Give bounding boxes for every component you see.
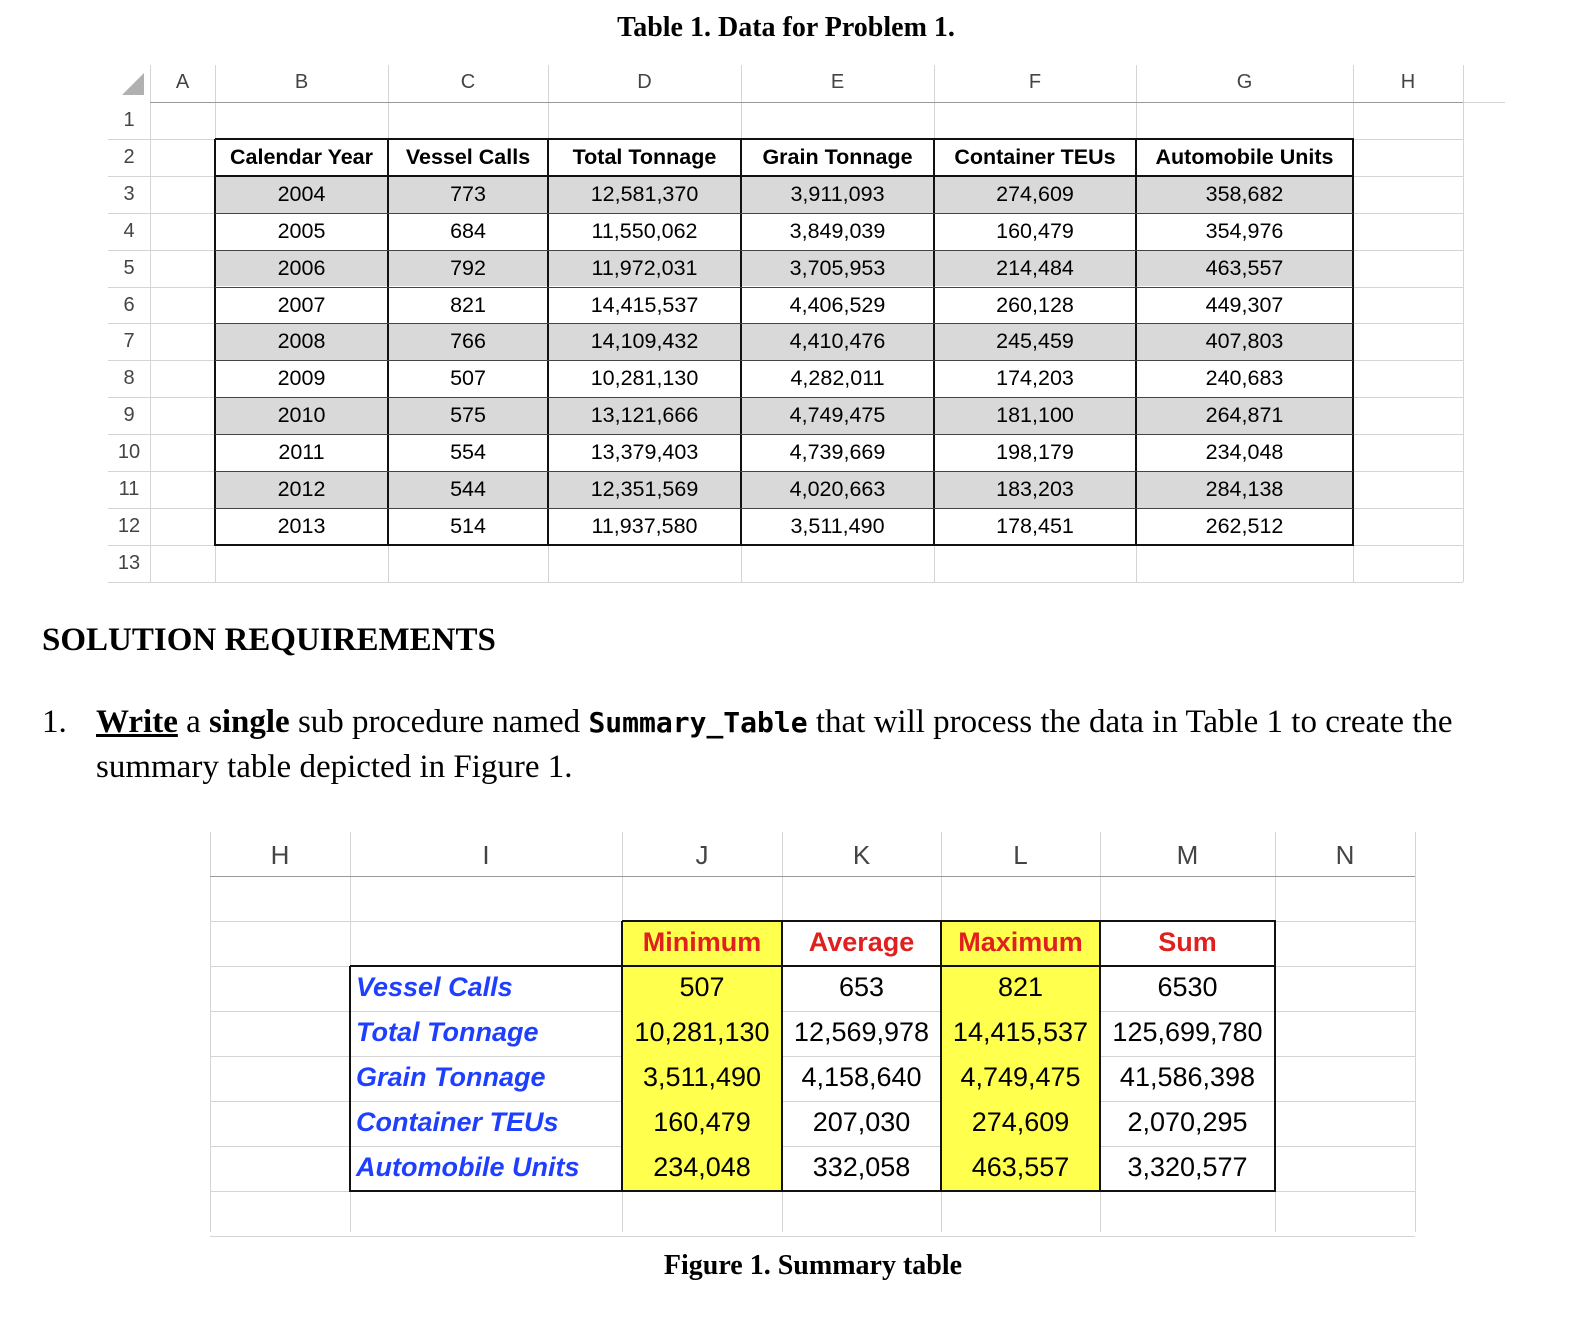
column-header-i: I [482, 840, 490, 870]
table-border [933, 139, 935, 546]
summary-row-label: Vessel Calls [356, 972, 513, 1002]
procedure-name: Summary_Table [588, 706, 808, 739]
column-header-h: H [1400, 71, 1416, 93]
grid-line [108, 582, 1463, 583]
column-header-k: K [852, 840, 871, 870]
table-cell: 4,406,529 [789, 292, 886, 317]
table-header-cell: Container TEUs [954, 144, 1116, 169]
summary-value-cell: 234,048 [653, 1152, 751, 1182]
table-border [621, 921, 623, 1192]
summary-value-cell: 821 [997, 972, 1044, 1002]
solution-requirements-heading: SOLUTION REQUIREMENTS [42, 622, 496, 658]
table-cell: 2004 [277, 181, 326, 206]
grid-line [210, 1236, 1415, 1237]
requirement-text [96, 700, 1546, 789]
table-border [1274, 921, 1276, 1192]
table-cell: 3,911,093 [790, 181, 885, 206]
table-header-cell: Total Tonnage [572, 144, 717, 169]
requirement-write-word: Write [96, 704, 178, 740]
table-cell: 463,557 [1205, 255, 1284, 280]
table-cell: 3,849,039 [789, 218, 886, 243]
table-cell: 4,020,663 [789, 477, 886, 501]
table-cell: 13,379,403 [590, 440, 699, 465]
table-border [350, 1190, 1276, 1192]
column-header-c: C [460, 71, 476, 93]
table-border [215, 397, 1353, 398]
table-border [1352, 139, 1354, 546]
table-cell: 181,100 [996, 403, 1074, 428]
table-header-cell: Grain Tonnage [762, 144, 913, 169]
table-cell: 14,109,432 [590, 329, 699, 354]
column-header-b: B [294, 71, 309, 93]
table-cell: 234,048 [1205, 440, 1284, 465]
table-cell: 354,976 [1205, 218, 1284, 243]
requirement-text-mid: sub procedure named [289, 704, 589, 740]
table-cell: 4,410,476 [789, 329, 886, 354]
stat-header-sum: Sum [1158, 927, 1217, 957]
table-cell: 198,179 [996, 440, 1074, 465]
table-cell: 2009 [277, 366, 326, 391]
row-header-9: 9 [123, 404, 135, 427]
requirement-text-a: a [177, 704, 210, 740]
summary-value-cell: 3,320,577 [1127, 1152, 1248, 1182]
table-border [215, 544, 1354, 546]
table-border [387, 139, 389, 546]
requirement-number: 1. [42, 704, 67, 740]
table-cell: 262,512 [1205, 513, 1284, 538]
table-cell: 260,128 [996, 292, 1074, 317]
summary-value-cell: 507 [679, 972, 725, 1002]
table-cell: 2006 [277, 255, 326, 280]
stat-header-minimum: Minimum [642, 927, 762, 957]
table-1-title: Table 1. Data for Problem 1. [617, 12, 955, 43]
column-header-a: A [175, 71, 190, 93]
table-cell: 10,281,130 [590, 366, 699, 391]
table-cell: 160,479 [996, 218, 1074, 243]
table-cell: 13,121,666 [590, 403, 699, 428]
summary-value-cell: 160,479 [653, 1107, 751, 1137]
grid-line [210, 832, 211, 1232]
summary-value-cell: 12,569,978 [793, 1017, 930, 1047]
table-cell: 2011 [278, 440, 325, 465]
table-cell: 575 [450, 403, 486, 428]
summary-value-cell: 41,586,398 [1119, 1062, 1256, 1092]
table-cell: 240,683 [1205, 366, 1284, 391]
figure-1-caption: Figure 1. Summary table [663, 1250, 963, 1281]
table-cell: 2010 [277, 403, 326, 428]
table-cell: 514 [450, 513, 486, 538]
table-cell: 407,803 [1205, 329, 1284, 354]
column-header-m: M [1176, 840, 1199, 870]
select-all-corner-icon[interactable] [108, 65, 148, 101]
summary-value-cell: 14,415,537 [952, 1017, 1089, 1047]
summary-value-cell: 653 [838, 972, 885, 1002]
table-cell: 11,972,031 [591, 255, 698, 280]
table-cell: 2008 [277, 329, 326, 354]
table-cell: 11,937,580 [591, 513, 698, 538]
table-border [349, 966, 351, 1192]
column-header-j: J [695, 840, 709, 870]
stat-header-maximum: Maximum [958, 927, 1083, 957]
column-header-e: E [830, 71, 845, 93]
table-border [215, 250, 1353, 251]
summary-value-cell: 4,158,640 [801, 1062, 922, 1092]
table-border [1099, 921, 1101, 1192]
table-cell: 178,451 [996, 513, 1074, 538]
row-header-1: 1 [123, 109, 135, 131]
table-cell: 358,682 [1205, 181, 1284, 206]
table-cell: 4,739,669 [789, 440, 886, 465]
row-header-6: 6 [123, 293, 135, 316]
table-border [740, 139, 742, 546]
summary-row-label: Total Tonnage [356, 1017, 539, 1047]
table-cell: 2012 [277, 477, 326, 501]
table-cell: 284,138 [1205, 477, 1284, 501]
table-cell: 4,282,011 [790, 366, 885, 391]
row-header-8: 8 [123, 367, 135, 390]
summary-row-label: Container TEUs [356, 1107, 559, 1137]
requirement-text-end: that will process the data in Table 1 to create the summary table depicted in Figure 1. [96, 704, 1453, 785]
table-cell: 507 [450, 366, 486, 391]
table-border [215, 360, 1353, 361]
column-header-d: D [637, 71, 652, 93]
summary-value-cell: 10,281,130 [634, 1017, 770, 1047]
spreadsheet-table-1 [108, 65, 1468, 585]
table-cell: 449,307 [1205, 292, 1284, 317]
table-header-cell: Calendar Year [229, 144, 374, 169]
table-border [547, 139, 549, 546]
table-cell: 12,351,569 [590, 477, 699, 501]
table-border [214, 139, 216, 546]
row-header-13: 13 [117, 551, 141, 574]
column-header-g: G [1236, 71, 1253, 93]
summary-value-cell: 332,058 [812, 1152, 911, 1182]
table-border [215, 508, 1353, 509]
summary-value-cell: 2,070,295 [1127, 1107, 1248, 1137]
table-cell: 766 [450, 329, 486, 354]
column-header-divider [150, 102, 1463, 103]
summary-value-cell: 4,749,475 [960, 1062, 1081, 1092]
table-cell: 773 [450, 181, 486, 206]
table-cell: 3,705,953 [789, 255, 886, 280]
row-header-11: 11 [118, 478, 140, 500]
column-header-f: F [1028, 71, 1042, 93]
stat-header-average: Average [808, 927, 915, 957]
grid-line [1415, 832, 1416, 1232]
column-header-divider [210, 876, 1415, 877]
row-header-4: 4 [123, 219, 135, 242]
row-header-7: 7 [123, 330, 135, 353]
summary-row-label: Automobile Units [356, 1152, 580, 1182]
summary-value-cell: 6530 [1157, 972, 1218, 1002]
table-cell: 183,203 [996, 477, 1074, 501]
table-border [215, 175, 1354, 177]
table-border [215, 213, 1353, 214]
table-border [940, 921, 942, 1192]
table-border [215, 138, 1354, 140]
table-border [350, 965, 1276, 967]
table-cell: 2007 [277, 292, 326, 317]
grid-line [1463, 65, 1464, 582]
table-cell: 214,484 [996, 255, 1074, 280]
table-cell: 174,203 [996, 366, 1074, 391]
row-header-5: 5 [123, 256, 135, 279]
row-header-10: 10 [117, 441, 141, 464]
table-header-cell: Automobile Units [1155, 144, 1334, 169]
row-header-2: 2 [123, 145, 135, 168]
summary-value-cell: 463,557 [971, 1152, 1070, 1182]
table-border [215, 287, 1353, 288]
column-header-l: L [1013, 840, 1028, 870]
table-cell: 3,511,490 [790, 513, 885, 538]
table-cell: 12,581,370 [590, 181, 699, 206]
table-cell: 11,550,062 [591, 218, 698, 243]
summary-value-cell: 125,699,780 [1112, 1017, 1263, 1047]
table-cell: 4,749,475 [789, 403, 886, 428]
table-cell: 2013 [277, 513, 326, 538]
row-header-3: 3 [123, 182, 135, 205]
requirement-single-word: single [209, 704, 290, 740]
table-border [1135, 139, 1137, 546]
spreadsheet-summary-table [210, 832, 1420, 1232]
table-cell: 2005 [277, 218, 326, 243]
table-cell: 544 [450, 477, 486, 501]
table-cell: 684 [450, 218, 486, 243]
table-border [215, 471, 1353, 472]
summary-value-cell: 3,511,490 [642, 1062, 762, 1092]
column-header-n: N [1335, 840, 1355, 870]
summary-value-cell: 274,609 [971, 1107, 1070, 1137]
table-header-cell: Vessel Calls [405, 144, 531, 169]
table-border [781, 921, 783, 1192]
row-header-12: 12 [117, 514, 141, 537]
table-cell: 554 [450, 440, 486, 465]
summary-row-label: Grain Tonnage [356, 1062, 546, 1092]
table-border [215, 434, 1353, 435]
table-cell: 14,415,537 [590, 292, 699, 317]
table-cell: 264,871 [1205, 403, 1284, 428]
table-cell: 792 [450, 255, 486, 280]
column-header-h: H [270, 840, 290, 870]
table-cell: 274,609 [996, 181, 1074, 206]
table-cell: 821 [450, 292, 486, 317]
table-border [622, 920, 1276, 922]
table-cell: 245,459 [996, 329, 1074, 354]
table-border [215, 323, 1353, 324]
summary-value-cell: 207,030 [812, 1107, 911, 1137]
